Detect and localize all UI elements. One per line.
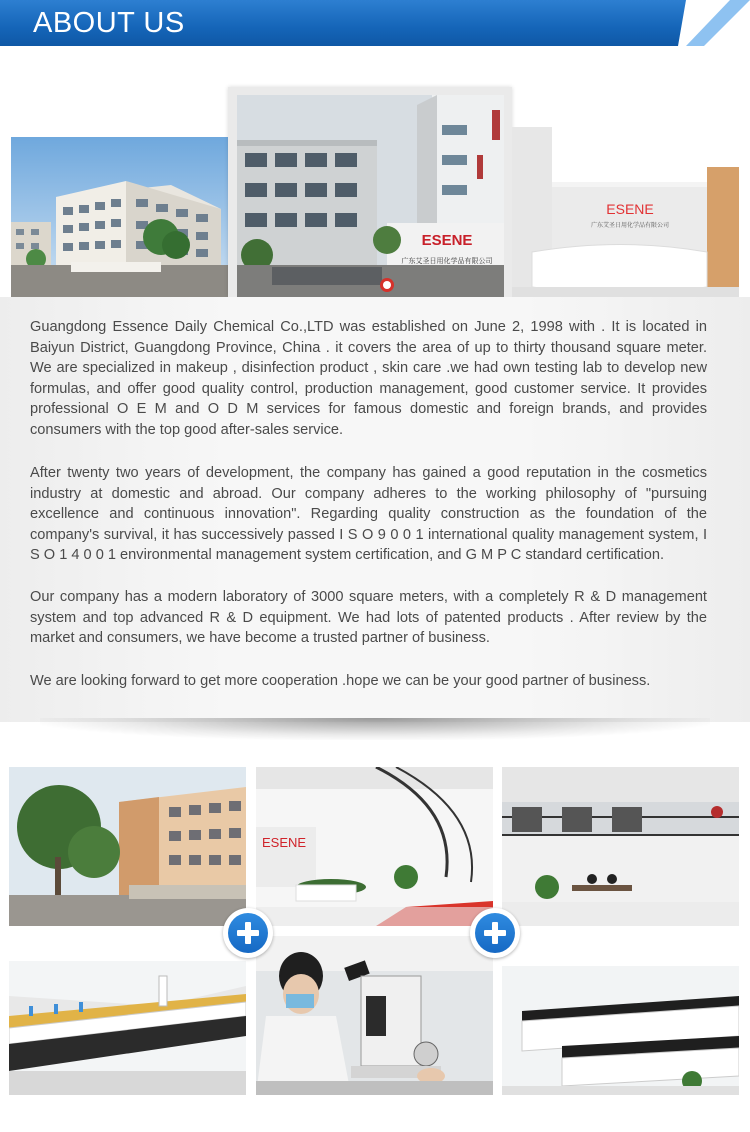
plus-icon xyxy=(228,913,268,953)
reception-photo xyxy=(512,127,739,297)
about-paragraph-2: After twenty two years of development, the company has gained a good reputation in the cosmetics industry at domestic and abroad. Our company adheres to the working philosophy of "pursuing excellence and continuous innovation". Regarding quality construction as the foundation of the company's survival, it has successively passed I S O 9 0 0 1 international quality management system, I S O 1 4 0 0 1 environmental management system certification, and G M P C standard certification. xyxy=(30,465,707,563)
svg-text:广东艾圣日用化学品有限公司: 广东艾圣日用化学品有限公司 xyxy=(590,222,670,229)
about-paragraph-4: We are looking forward to get more cooperation .hope we can be your good partner of business. xyxy=(30,673,651,689)
gallery-laboratory-wide[interactable] xyxy=(9,936,246,1095)
about-paragraph-3: Our company has a modern laboratory of 3000 square meters, with a completely R & D management system and top advanced R & D equipment. We had lots of patented products . After review by the market and consumers, we have become a trusted partner of business. xyxy=(30,589,707,646)
gallery-factory-exterior[interactable] xyxy=(9,767,246,926)
about-us-banner xyxy=(0,0,750,46)
gallery-office-lobby[interactable] xyxy=(256,767,493,926)
gallery-laboratory-benches[interactable] xyxy=(502,936,739,1095)
svg-text:ESENE: ESENE xyxy=(262,835,307,850)
expand-plus-button-left[interactable] xyxy=(223,908,273,958)
gallery-office-hall[interactable] xyxy=(502,767,739,926)
gallery-microscope-technician[interactable] xyxy=(256,936,493,1095)
plus-icon xyxy=(475,913,515,953)
banner-stripe xyxy=(686,0,750,46)
office-building-photo xyxy=(237,95,504,297)
svg-text:ESENE: ESENE xyxy=(421,232,473,249)
about-paragraph-1: Guangdong Essence Daily Chemical Co.,LTD was established on June 2, 1998 with . It is located in Baiyun District, Guangdong Province, China . it covers the area of up to thirty thousand square meter. We are specialized in makeup , disinfection product , skin care .we had own testing lab to develop new formulas, and offer good quality control, production management, good customer service. It provides professional O E M and O D M services for famous domestic and foreign brands, and provides consumers with the top good after-sales service. xyxy=(30,319,707,438)
expand-plus-button-right[interactable] xyxy=(470,908,520,958)
svg-text:ESENE: ESENE xyxy=(606,201,654,217)
panel-shadow xyxy=(40,718,710,740)
factory-building-photo xyxy=(11,137,228,297)
page-title: ABOUT US xyxy=(33,7,185,39)
svg-text:广东艾圣日用化学品有限公司: 广东艾圣日用化学品有限公司 xyxy=(401,257,493,265)
